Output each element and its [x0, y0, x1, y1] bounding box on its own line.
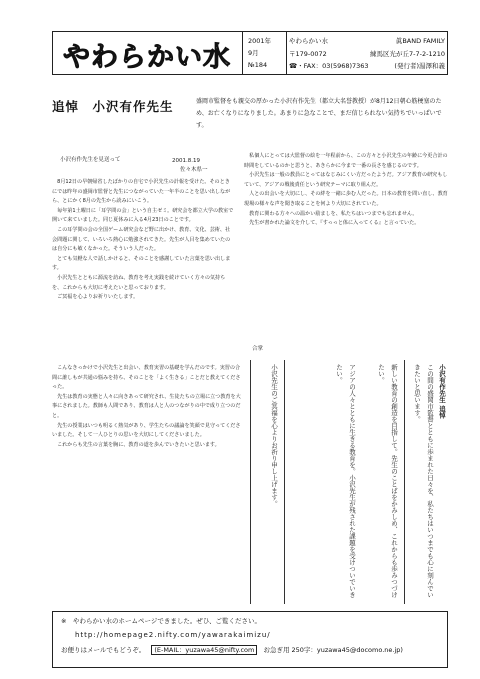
- vertical-title: 小沢有作先生 追悼: [438, 364, 446, 419]
- paragraph: ご冥福を心よりお祈りいたします。: [57, 294, 139, 301]
- issue-month: 9月: [248, 49, 259, 57]
- paragraph: これからも先生の言葉を胸に、教育の道を歩んでいきたいと思います。: [57, 441, 220, 448]
- article-subtitle: 小沢有作先生を見送って: [60, 157, 121, 163]
- paragraph: 小沢先生は一般の教員にとってはなじみにくい方だったようだ。アジア教育の研究もしていて、アジアの戦後責任という研究テーマに取り組んだ。: [244, 172, 448, 188]
- publisher-info: [289, 35, 449, 73]
- paragraph: 人との出会いを大切にし、その絆を一緒に歩む人だった。日本の教育を問い直し、教育現場の様々な声を聞き取ることを何より大切にされていた。: [244, 191, 448, 207]
- article-3-body: [52, 364, 242, 604]
- article-1-body: [52, 178, 234, 350]
- publication-name: やわらかい水: [289, 37, 328, 45]
- homepage-notice: ※ やわらかい水のホームページできました。ぜひ、ご覧ください。: [61, 617, 262, 625]
- paragraph: とても気軽な人で話しかけると、そのことを感謝していた言葉を思い出します。: [52, 255, 231, 272]
- postal-code: 〒179-0072: [289, 49, 327, 58]
- vertical-text-mid1: 新しい教育の創造を目指して。先生のことばをかみしめ、これからも歩みつづけたい。: [377, 364, 398, 598]
- paragraph: この耳学問の会の全国ゲーム研究会など野に出かけ、教育、文化、芸術、社会問題に関して、いろいろ熱心に勉強されてきた。先生が人目を集めていたのは自分にも敏くなかった。そういう人だった。: [52, 226, 231, 253]
- mail-label: お便りはメールでもどうぞ。: [61, 646, 146, 654]
- paragraph: 私個人にとっては大監督の絵を一年程前から、この方々と小沢先生の年齢に今更合計の時間をしているのかと思うと、あきらかに今まで一番の長さを感じるのです。: [244, 153, 448, 169]
- email-address[interactable]: (E-MAIL：yuzawa45@nifty.com: [151, 645, 257, 655]
- paragraph: 先生が書かれた論文を介して、『すっっと体に入ってくる』と言っていた。: [249, 220, 420, 227]
- paragraph: こんなきっかけで小沢先生と出会い、教育実習の基礎を学んだのです。実習の合間に誰しもが共通の悩みを持ち、そのことを「よく生きる」ことだと教えてくださった。: [52, 365, 241, 391]
- article-2-body: [244, 152, 448, 298]
- issue-year: 2001年: [248, 37, 272, 45]
- logo-box: [53, 32, 243, 74]
- urgent-contact[interactable]: お急ぎ用 250字：yuzawa45@docomo.ne.jp): [263, 646, 403, 654]
- closing-text: 合掌: [252, 346, 264, 352]
- column-divider: [404, 360, 405, 604]
- vertical-text-left: 小沢先生のご冥福を心よりお祈り申し上げます。: [270, 364, 278, 507]
- column-divider: [284, 360, 285, 604]
- homepage-url[interactable]: http://homepage2.nifty.com/yawarakaimizu/: [75, 631, 271, 639]
- newsletter-logo: やわらかい水: [63, 42, 231, 73]
- intro-text: 盛岡市監督をも親交の厚かった小沢有作先生（都立大名誉教授）が8月12日朝心筋梗塞のため、お亡くなりになりました。あまりに急なことで、まだ信じられない気持ちでいっぱいです。: [196, 98, 442, 129]
- paragraph: 教育に関わる方々への温かい励ましを、私たちはいつまでも忘れません。: [249, 210, 418, 217]
- masthead: [52, 31, 448, 75]
- publisher-name: (発行者)湯澤和義: [394, 62, 445, 70]
- paragraph: 毎年第1土曜日に「耳学問の会」という自主ゼミ。研究会を都立大学の教室で開いて来ていました。同じ夏休みに入る4月23日のことです。: [52, 207, 234, 224]
- paragraph: 小沢先生とともに源流を訪ね、教育を考え実践を続けていく方々の気持ちを、これからも大切に考えたいと思っております。: [52, 274, 226, 291]
- vertical-text-right2: この間の盛岡市監督とともに歩まれた日々を、私たちはいつまでも心に刻んでいきたいと思います。: [413, 364, 434, 598]
- contact-line: [61, 645, 439, 654]
- band-name: 眞BAND FAMILY: [395, 37, 445, 45]
- address: 練馬区光が丘7-7-2-1210: [370, 49, 445, 58]
- vertical-text-mid2: アジアの人々とともに生きる教育を。小沢先生が残された課題を受けついでいきたい。: [335, 364, 356, 598]
- headline: 追悼 小沢有作先生: [52, 99, 174, 114]
- article-date: 2001.8.19: [172, 158, 200, 164]
- paragraph: 8月12日の早朝帰省したばかりの自宅で小沢先生の計報を受けた。そのときにでは昨年の盛岡市監督と先生につながっていた一年半のことを思い出しながら、とにかく8月の先生から読みにいこう。: [52, 179, 231, 205]
- issue-number: №184: [248, 61, 268, 69]
- phone-fax: ☎・FAX：03(5968)7363: [289, 62, 369, 70]
- paragraph: 先生の授業はいつも明るく熱気があり、学生たちの議論を笑顔で見守ってくださいました。そして一人ひとりの思いを大切にしてくださいました。: [52, 422, 241, 439]
- paragraph: 先生は教育の実態と人々に向きあって研究され、生徒たちの立場に立つ教育を大事にされました。教師も人間であり、教育は人と人のつながりの中で成り立つのだと。: [52, 393, 241, 419]
- issue-info: [243, 32, 287, 74]
- footer-box: [52, 611, 448, 668]
- article-author: 佐々木県一: [180, 167, 208, 173]
- column-divider: [250, 360, 251, 604]
